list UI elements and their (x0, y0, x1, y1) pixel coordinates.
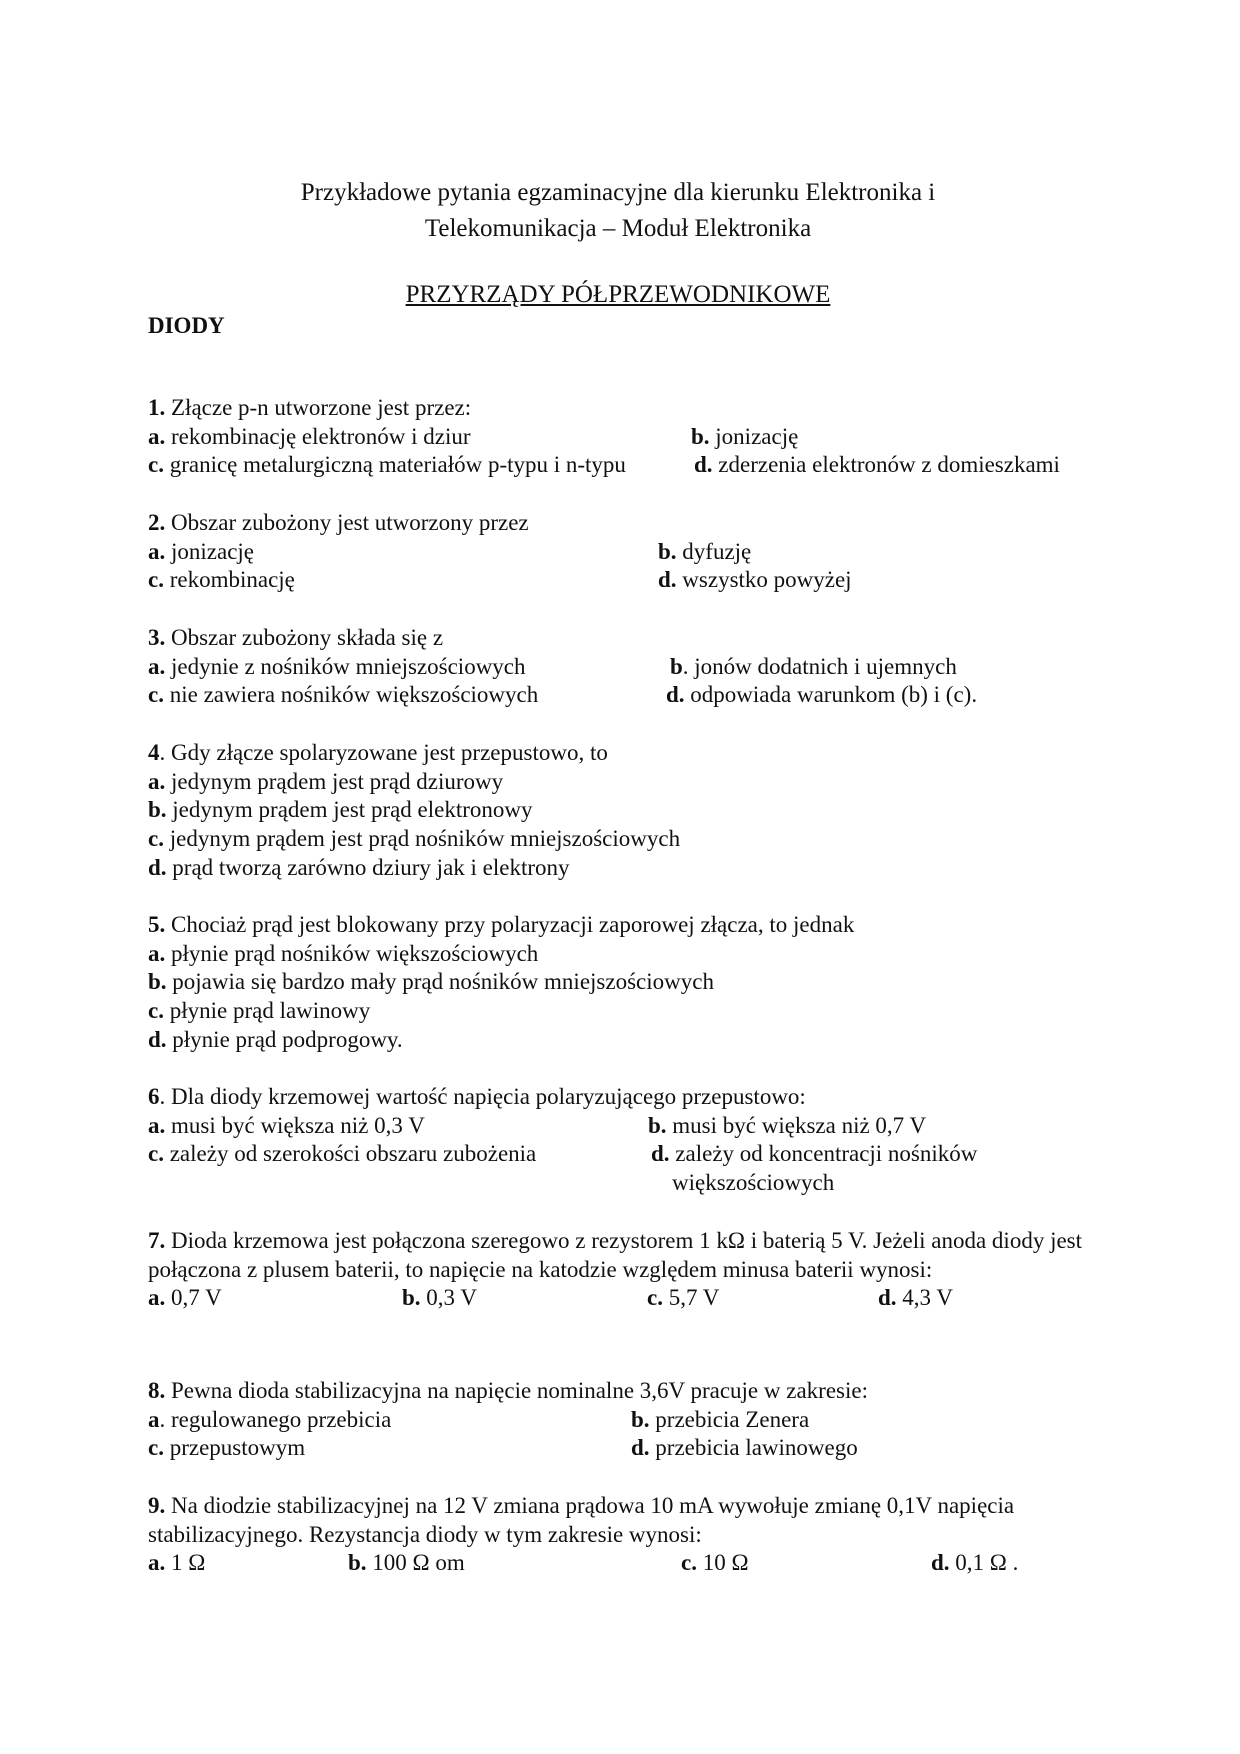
answer-a: a. 1 Ω (148, 1550, 206, 1576)
question-9 (148, 1492, 1083, 1578)
answer-d: d. przebicia lawinowego (631, 1435, 858, 1461)
answer-c: c. 10 Ω (681, 1550, 749, 1576)
answer-row (148, 451, 1098, 480)
answer-c: c. 5,7 V (647, 1285, 720, 1311)
answer-a: a. płynie prąd nośników większościowych (148, 940, 539, 966)
answer-row (148, 423, 1098, 452)
document-title-line2: Telekomunikacja – Moduł Elektronika (424, 215, 812, 242)
answer-row (148, 1434, 1098, 1463)
answer-a: a. 0,7 V (148, 1285, 222, 1311)
answer-c: c. granicę metalurgiczną materiałów p-typu i n-typu (148, 452, 626, 478)
answer-c: c. przepustowym (148, 1435, 306, 1461)
answer-a: a. jonizację (148, 538, 255, 564)
answer-a: a. jedynym prądem jest prąd dziurowy (148, 768, 504, 794)
question-stem: 3. Obszar zubożony składa się z (148, 625, 444, 650)
answer-b: b. 0,3 V (402, 1285, 477, 1311)
answer-row (148, 653, 1098, 682)
question-stem: 8. Pewna dioda stabilizacyjna na napięcie nominalne 3,6V pracuje w zakresie: (148, 1378, 868, 1403)
answer-d: d. wszystko powyżej (658, 567, 852, 593)
answer-b: b. jedynym prądem jest prąd elektronowy (148, 797, 533, 823)
question-stem: 7. Dioda krzemowa jest połączona szeregowo z rezystorem 1 kΩ i baterią 5 V. Jeżeli anoda diody jest połączona z plusem baterii, to napięcie na katodzie względem minusa baterii wynosi: (148, 1228, 1083, 1282)
answer-c: c. jedynym prądem jest prąd nośników mniejszościowych (148, 826, 681, 852)
answer-row (148, 1284, 1083, 1313)
answer-b: b. musi być większa niż 0,7 V (648, 1112, 927, 1138)
answer-d: d. odpowiada warunkom (b) i (c). (666, 682, 978, 708)
answer-a: a. jedynie z nośników mniejszościowych (148, 653, 526, 679)
answer-b: b. pojawia się bardzo mały prąd nośników mniejszościowych (148, 969, 714, 995)
category-heading: DIODY (148, 313, 225, 338)
question-4 (148, 739, 1098, 883)
answer-b: b. jonizację (691, 423, 799, 449)
answer-b: b. przebicia Zenera (631, 1406, 810, 1432)
answer-d: d. prąd tworzą zarówno dziury jak i elektrony (148, 854, 570, 880)
answer-row (148, 1549, 1083, 1578)
answer-c: c. zależy od szerokości obszaru zubożenia (148, 1141, 537, 1167)
answer-c: c. rekombinację (148, 567, 295, 593)
question-stem: 6. Dla diody krzemowej wartość napięcia polaryzującego przepustowo: (148, 1084, 806, 1109)
question-stem: 9. Na diodzie stabilizacyjnej na 12 V zmiana prądowa 10 mA wywołuje zmianę 0,1V napięcia stabilizacyjnego. Rezystancja diody w tym zakresie wynosi: (148, 1493, 1015, 1547)
question-2 (148, 509, 1098, 595)
answer-d: d. 4,3 V (878, 1285, 953, 1311)
question-stem: 1. Złącze p-n utworzone jest przez: (148, 395, 472, 420)
answer-row (148, 1169, 1098, 1198)
question-stem: 2. Obszar zubożony jest utworzony przez (148, 510, 529, 535)
question-6 (148, 1083, 1098, 1198)
answer-a: a. musi być większa niż 0,3 V (148, 1112, 425, 1138)
answer-b: b. dyfuzję (658, 538, 752, 564)
question-8 (148, 1377, 1098, 1463)
answer-row (148, 1140, 1098, 1169)
section-title: PRZYRZĄDY PÓŁPRZEWODNIKOWE (405, 281, 831, 308)
question-3 (148, 624, 1098, 710)
answer-row (148, 681, 1098, 710)
answer-row (148, 566, 1098, 595)
answer-d: d. płynie prąd podprogowy. (148, 1026, 403, 1052)
question-7 (148, 1227, 1083, 1313)
answer-c: c. nie zawiera nośników większościowych (148, 682, 539, 708)
answer-a: a. regulowanego przebicia (148, 1406, 392, 1432)
answer-d: d. 0,1 Ω . (931, 1550, 1019, 1576)
answer-c: c. płynie prąd lawinowy (148, 998, 371, 1024)
answer-b: b. jonów dodatnich i ujemnych (670, 653, 957, 679)
answer-row (148, 1112, 1098, 1141)
answer-b: b. 100 Ω om (348, 1550, 465, 1576)
question-stem: 5. Chociaż prąd jest blokowany przy polaryzacji zaporowej złącza, to jednak (148, 912, 855, 937)
answer-a: a. rekombinację elektronów i dziur (148, 423, 471, 449)
answer-d: d. zderzenia elektronów z domieszkami (694, 452, 1060, 478)
question-1 (148, 394, 1098, 480)
answer-row (148, 1406, 1098, 1435)
question-5 (148, 911, 1098, 1055)
answer-row (148, 538, 1098, 567)
question-stem: 4. Gdy złącze spolaryzowane jest przepustowo, to (148, 740, 608, 765)
document-title-line1: Przykładowe pytania egzaminacyjne dla kierunku Elektronika i (300, 179, 936, 206)
answer-d-continuation: większościowych (672, 1170, 835, 1196)
answer-d: d. zależy od koncentracji nośników (651, 1141, 978, 1167)
